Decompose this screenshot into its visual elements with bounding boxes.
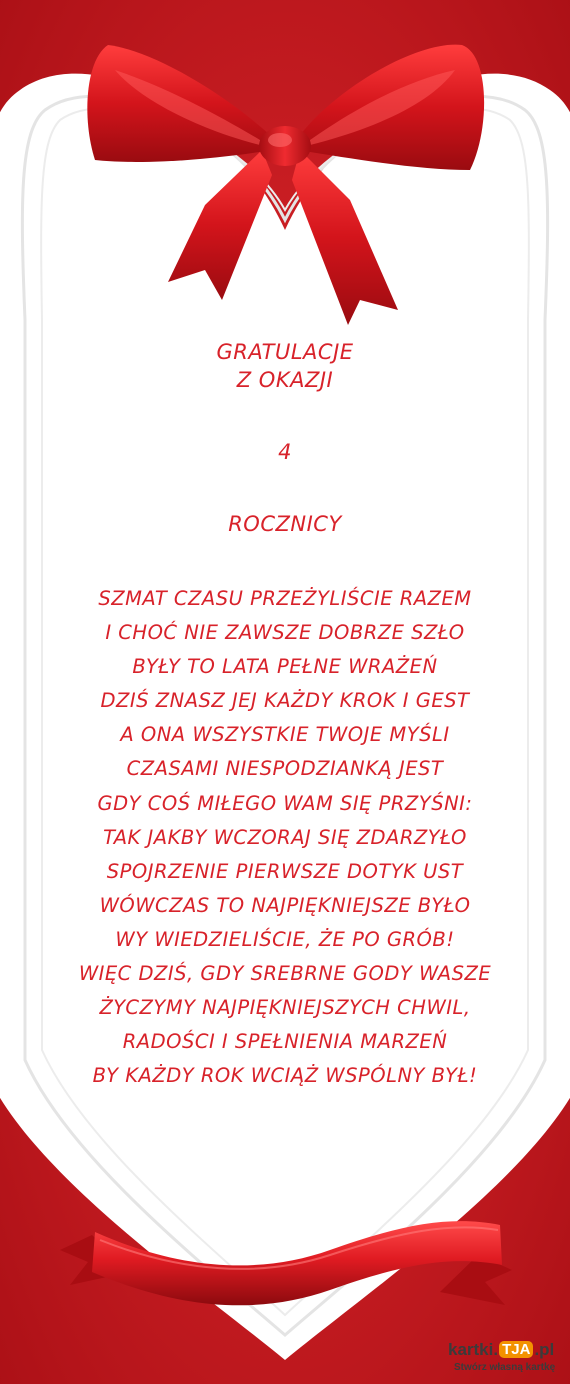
poem-line: SPOJRZENIE PIERWSZE DOTYK UST	[106, 859, 464, 883]
logo-tagline: Stwórz własną kartkę	[454, 1362, 556, 1373]
poem-line: TAK JAKBY WCZORAJ SIĘ ZDARZYŁO	[103, 825, 467, 849]
greeting-spacer-4	[0, 494, 570, 510]
logo-text	[448, 1340, 554, 1360]
greeting-line-2: Z OKAZJI	[236, 368, 334, 392]
poem-line: ŻYCZYMY NAJPIĘKNIEJSZYCH CHWIL,	[99, 996, 471, 1020]
greeting-intro	[0, 338, 570, 538]
poem-line: I CHOĆ NIE ZAWSZE DOBRZE SZŁO	[105, 621, 465, 645]
poem-line: WY WIEDZIELIŚCIE, ŻE PO GRÓB!	[115, 927, 455, 951]
poem-line: WIĘC DZIŚ, GDY SREBRNE GODY WASZE	[78, 962, 492, 986]
greeting-spacer-2	[0, 422, 570, 438]
poem	[0, 582, 570, 1093]
poem-line: A ONA WSZYSTKIE TWOJE MYŚLI	[120, 723, 450, 747]
poem-line: CZASAMI NIESPODZIANKĄ JEST	[126, 757, 444, 781]
poem-line: RADOŚCI I SPEŁNIENIA MARZEŃ	[122, 1030, 448, 1054]
poem-line: DZIŚ ZNASZ JEJ KAŻDY KROK I GEST	[100, 689, 470, 713]
greeting-line-1: GRATULACJE	[216, 340, 354, 364]
greeting-spacer-1	[0, 394, 570, 422]
greeting-number: 4	[278, 440, 292, 464]
kartki-logo[interactable]	[448, 1338, 566, 1378]
poem-line: BY KAŻDY ROK WCIĄŻ WSPÓLNY BYŁ!	[92, 1064, 478, 1088]
logo-bubble: TJA	[499, 1341, 533, 1358]
logo-part-1: kartki.	[448, 1340, 499, 1359]
poem-line: SZMAT CZASU PRZEŻYLIŚCIE RAZEM	[98, 587, 472, 610]
greeting-line-3: ROCZNICY	[228, 512, 342, 536]
logo-part-3: .pl	[534, 1340, 555, 1359]
poem-line: WÓWCZAS TO NAJPIĘKNIEJSZE BYŁO	[99, 893, 471, 917]
greeting-spacer-3	[0, 466, 570, 494]
poem-line: GDY COŚ MIŁEGO WAM SIĘ PRZYŚNI:	[97, 791, 473, 815]
poem-line: BYŁY TO LATA PEŁNE WRAŻEŃ	[132, 655, 438, 679]
